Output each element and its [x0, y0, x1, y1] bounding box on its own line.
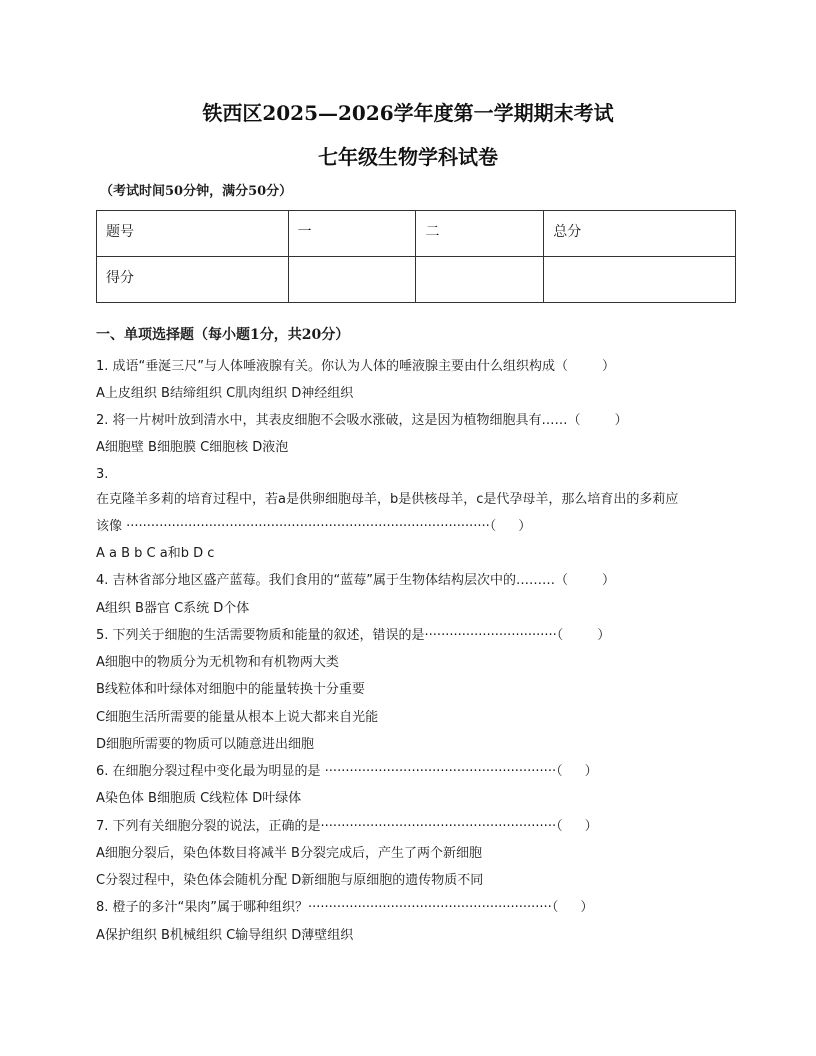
question-text: 2. 将一片树叶放到清水中，其表皮细胞不会吸水涨破，这是因为植物细胞具有……: [96, 413, 568, 428]
question-text: 6. 在细胞分裂过程中变化最为明显的是 ························································: [96, 764, 557, 779]
score-table: [96, 210, 736, 303]
answer-bracket-close: ）: [602, 359, 616, 374]
question-5-option-a: A细胞中的物质分为无机物和有机物两大类: [96, 655, 339, 670]
question-2-options: A细胞壁 B细胞膜 C细胞核 D液泡: [96, 440, 289, 455]
question-text: 1. 成语“垂涎三尺”与人体唾液腺有关。你认为人体的唾液腺主要由什么组织构成: [96, 359, 556, 374]
question-text: 5. 下列关于细胞的生活需要物质和能量的叙述，错误的是································: [96, 628, 557, 643]
answer-bracket-open: （: [556, 819, 563, 834]
score-table-header-row: [97, 211, 736, 257]
score-row-label: 得分: [97, 257, 289, 303]
exam-subtitle: 七年级生物学科试卷: [318, 145, 498, 169]
question-4-options: A组织 B器官 C系统 D个体: [96, 601, 250, 616]
question-text: 8. 橙子的多汁“果肉”属于哪种组织？···························································: [96, 900, 552, 915]
question-text: 7. 下列有关细胞分裂的说法，正确的是·························································: [96, 819, 557, 834]
question-6-options: A染色体 B细胞质 C线粒体 D叶绿体: [96, 791, 302, 806]
question-1-options: A上皮组织 B结缔组织 C肌肉组织 D神经组织: [96, 386, 354, 401]
answer-bracket-close: ）: [584, 819, 598, 834]
question-4: [96, 572, 736, 590]
answer-bracket-open: （: [556, 628, 564, 643]
score-cell: [288, 257, 416, 303]
question-3-options: A a B b C a和b D c: [96, 546, 215, 561]
score-table-row: [97, 257, 736, 303]
question-8-options: A保护组织 B机械组织 C输导组织 D薄壁组织: [96, 928, 354, 943]
exam-info: （考试时间50分钟，满分50分）: [100, 184, 293, 199]
score-cell: [416, 257, 544, 303]
answer-bracket-close: ）: [580, 900, 594, 915]
question-7-options-cd: C分裂过程中，染色体会随机分配 D新细胞与原细胞的遗传物质不同: [96, 873, 484, 888]
question-3: 在克隆羊多莉的培育过程中，若a是供卵细胞母羊，b是供核母羊，c是代孕母羊，那么培育出的多莉应: [96, 492, 679, 507]
question-5-option-c: C细胞生活所需要的能量从根本上说大都来自光能: [96, 710, 379, 725]
answer-bracket-open: （: [489, 519, 497, 534]
question-2: [96, 412, 736, 430]
question-5-option-d: D细胞所需要的物质可以随意进出细胞: [96, 737, 315, 752]
score-header-cell: 二: [416, 211, 544, 257]
question-8: [96, 899, 736, 917]
answer-bracket-close: ）: [614, 413, 628, 428]
question-5-option-b: B线粒体和叶绿体对细胞中的能量转换十分重要: [96, 682, 365, 697]
score-cell: [544, 257, 736, 303]
exam-title: 铁西区2025—2026学年度第一学期期末考试: [202, 101, 614, 125]
answer-bracket-open: （: [567, 413, 581, 428]
question-7-options-ab: A细胞分裂后，染色体数目将减半 B分裂完成后，产生了两个新细胞: [96, 846, 482, 861]
score-header-cell: 总分: [544, 211, 736, 257]
answer-bracket-close: ）: [597, 628, 611, 643]
question-5: [96, 627, 736, 645]
question-7: [96, 818, 736, 836]
question-3-cont: [96, 518, 736, 536]
answer-bracket-close: ）: [518, 519, 532, 534]
score-header-cell: 一: [288, 211, 416, 257]
question-text: 4. 吉林省部分地区盛产蓝莓。我们食用的“蓝莓”属于生物体结构层次中的………: [96, 573, 556, 588]
question-6: [96, 763, 736, 781]
section-title: 一、单项选择题（每小题1分，共20分）: [96, 327, 350, 343]
answer-bracket-open: （: [555, 573, 569, 588]
answer-bracket-open: （: [551, 900, 559, 915]
question-3-number: 3.: [96, 467, 109, 482]
answer-bracket-open: （: [555, 359, 569, 374]
score-header-cell: 题号: [97, 211, 289, 257]
question-1: [96, 358, 736, 376]
answer-bracket-close: ）: [602, 573, 616, 588]
answer-bracket-close: ）: [584, 764, 598, 779]
answer-bracket-open: （: [556, 764, 563, 779]
question-text: 该像 ························································································: [96, 519, 490, 534]
